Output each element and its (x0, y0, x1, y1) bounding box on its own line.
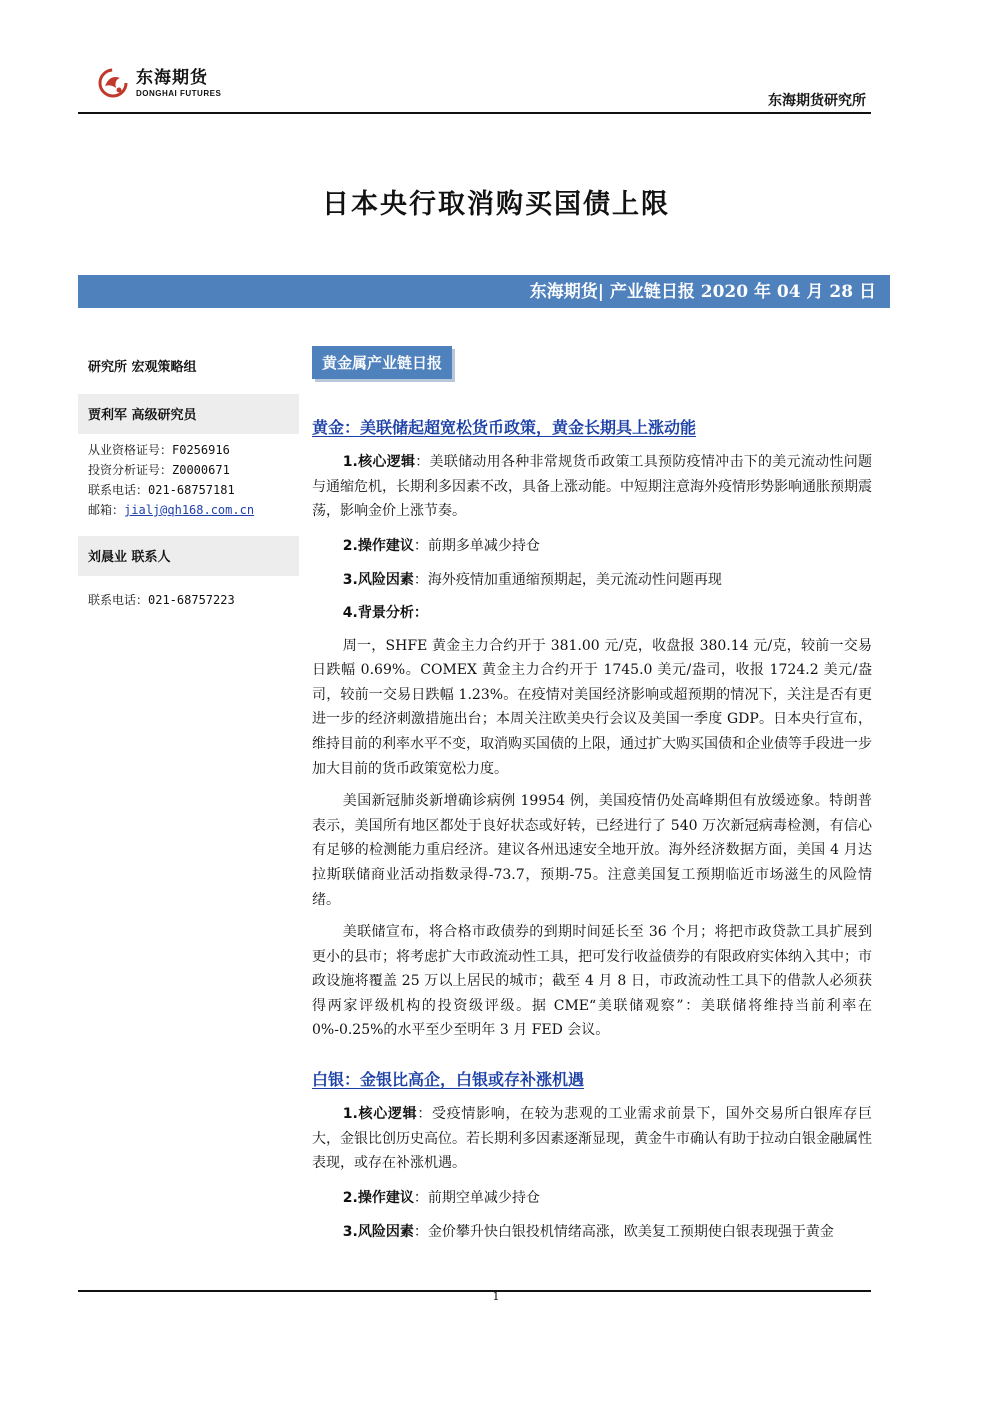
analyst-email (78, 500, 299, 520)
silver-advice (312, 1186, 872, 1211)
logo-chinese-name: 东海期货 (136, 67, 208, 88)
page-number: 1 (492, 1290, 500, 1303)
silver-risk (312, 1220, 872, 1245)
contact-name: 刘晨业 联系人 (78, 536, 299, 576)
email-link[interactable]: jialj@qh168.com.cn (124, 503, 255, 517)
gold-heading: 黄金：美联储起超宽松货币政策，黄金长期具上涨动能 (312, 418, 697, 437)
silver-advice-label: 2.操作建议 (342, 1189, 414, 1206)
gold-risk-label: 3.风险因素 (342, 572, 414, 589)
qualification-number: 从业资格证号：F0256916 (88, 443, 230, 457)
silver-risk-label: 3.风险因素 (342, 1224, 414, 1241)
gold-background-heading (312, 601, 872, 626)
gold-logic-label: 1.核心逻辑 (342, 454, 416, 470)
section-tag: 黄金属产业链日报 (312, 346, 452, 379)
silver-risk-text: ：金价攀升快白银投机情绪高涨，欧美复工预期使白银表现强于黄金 (413, 1224, 834, 1241)
gold-risk (312, 568, 872, 593)
header-rule (78, 112, 871, 114)
gold-background-paragraph-3: 美联储宣布，将合格市政债券的到期时间延长至 36 个月；将把市政贷款工具扩展到更小的县市；将考虑扩大市政流动性工具，把可发行收益债券的有限政府实体纳入其中；市政设施将覆盖 25 万以上居民的城市；截至 4 月 8 日，市政流动性工具下的借款人必须获得两家评级机构的投资级评级。据 CME“美联储观察”：美联储将维持当前利率在 0%-0.25%的水平至少至明年 3 月 FED 会议。 (312, 924, 872, 1039)
email-label: 邮箱： (88, 503, 125, 517)
silver-heading: 白银：金银比高企，白银或存补涨机遇 (312, 1070, 585, 1090)
gold-background-paragraph-1: 周一，SHFE 黄金主力合约开于 381.00 元/克，收盘报 380.14 元/克，较前一交易日跌幅 0.69%。COMEX 黄金主力合约开于 1745.0 美元/盎司，收报 1724.2 美元/盎司，较前一交易日跌幅 1.23%。在疫情对美国经济影响或超预期的情况下，关注是否有更进一步的经济刺激措施出台；本周关注欧美央行会议及美国一季度 GDP。日本央行宣布，维持目前的利率水平不变，取消购买国债的上限，通过扩大购买国债和企业债等手段进一步加大目前的货币政策宽松力度。 (312, 637, 872, 777)
company-logo (96, 66, 221, 100)
gold-advice-label: 2.操作建议 (342, 537, 414, 554)
gold-background-label: 4.背景分析： (342, 604, 428, 621)
team-heading: 研究所 宏观策略组 (88, 360, 197, 375)
institute-name: 东海期货研究所 (768, 93, 866, 109)
gold-advice-text: ：前期多单减少持仓 (413, 537, 540, 554)
silver-logic-text: ：受疫情影响，在较为悲观的工业需求前景下，国外交易所白银库存巨大，金银比创历史高位。若长期利多因素逐渐显现，黄金牛市确认有助于拉动白银金融属性表现，或存在补涨机遇。 (312, 1106, 873, 1172)
investment-analysis-number: 投资分析证号：Z0000671 (88, 463, 230, 477)
report-banner: 东海期货| 产业链日报 2020 年 04 月 28 日 (78, 275, 890, 308)
gold-core-logic (312, 450, 872, 524)
logo-english-name: DONGHAI FUTURES (136, 88, 222, 98)
silver-advice-text: ：前期空单减少持仓 (413, 1189, 540, 1206)
silver-core-logic (312, 1102, 872, 1176)
gold-logic-text: ：美联储动用各种非常规货币政策工具预防疫情冲击下的美元流动性问题与通缩危机，长期利多因素不改，具备上涨动能。中短期注意海外疫情形势影响通胀预期震荡，影响金价上涨节奏。 (312, 454, 872, 520)
silver-logic-label: 1.核心逻辑 (342, 1106, 418, 1123)
gold-advice (312, 534, 872, 559)
analyst-phone: 联系电话：021-68757181 (88, 483, 235, 497)
gold-background-paragraph-2: 美国新冠肺炎新增确诊病例 19954 例，美国疫情仍处高峰期但有放缓迹象。特朗普表示，美国所有地区都处于良好状态或好转，已经进行了 540 万次新冠病毒检测，有信心有足够的检测能力重启经济。建议各州迅速安全地开放。海外经济数据方面，美国 4 月达拉斯联储商业活动指数录得-73.7，预期-75。注意美国复工预期临近市场滋生的风险情绪。 (312, 793, 872, 908)
analyst-name: 贾利军 高级研究员 (78, 394, 299, 434)
dragon-logo-icon (96, 66, 130, 100)
report-title: 日本央行取消购买国债上限 (322, 189, 670, 220)
contact-phone: 联系电话：021-68757223 (88, 593, 235, 607)
report-body (312, 346, 872, 1245)
author-sidebar (78, 346, 299, 610)
gold-risk-text: ：海外疫情加重通缩预期起，美元流动性问题再现 (413, 572, 722, 589)
